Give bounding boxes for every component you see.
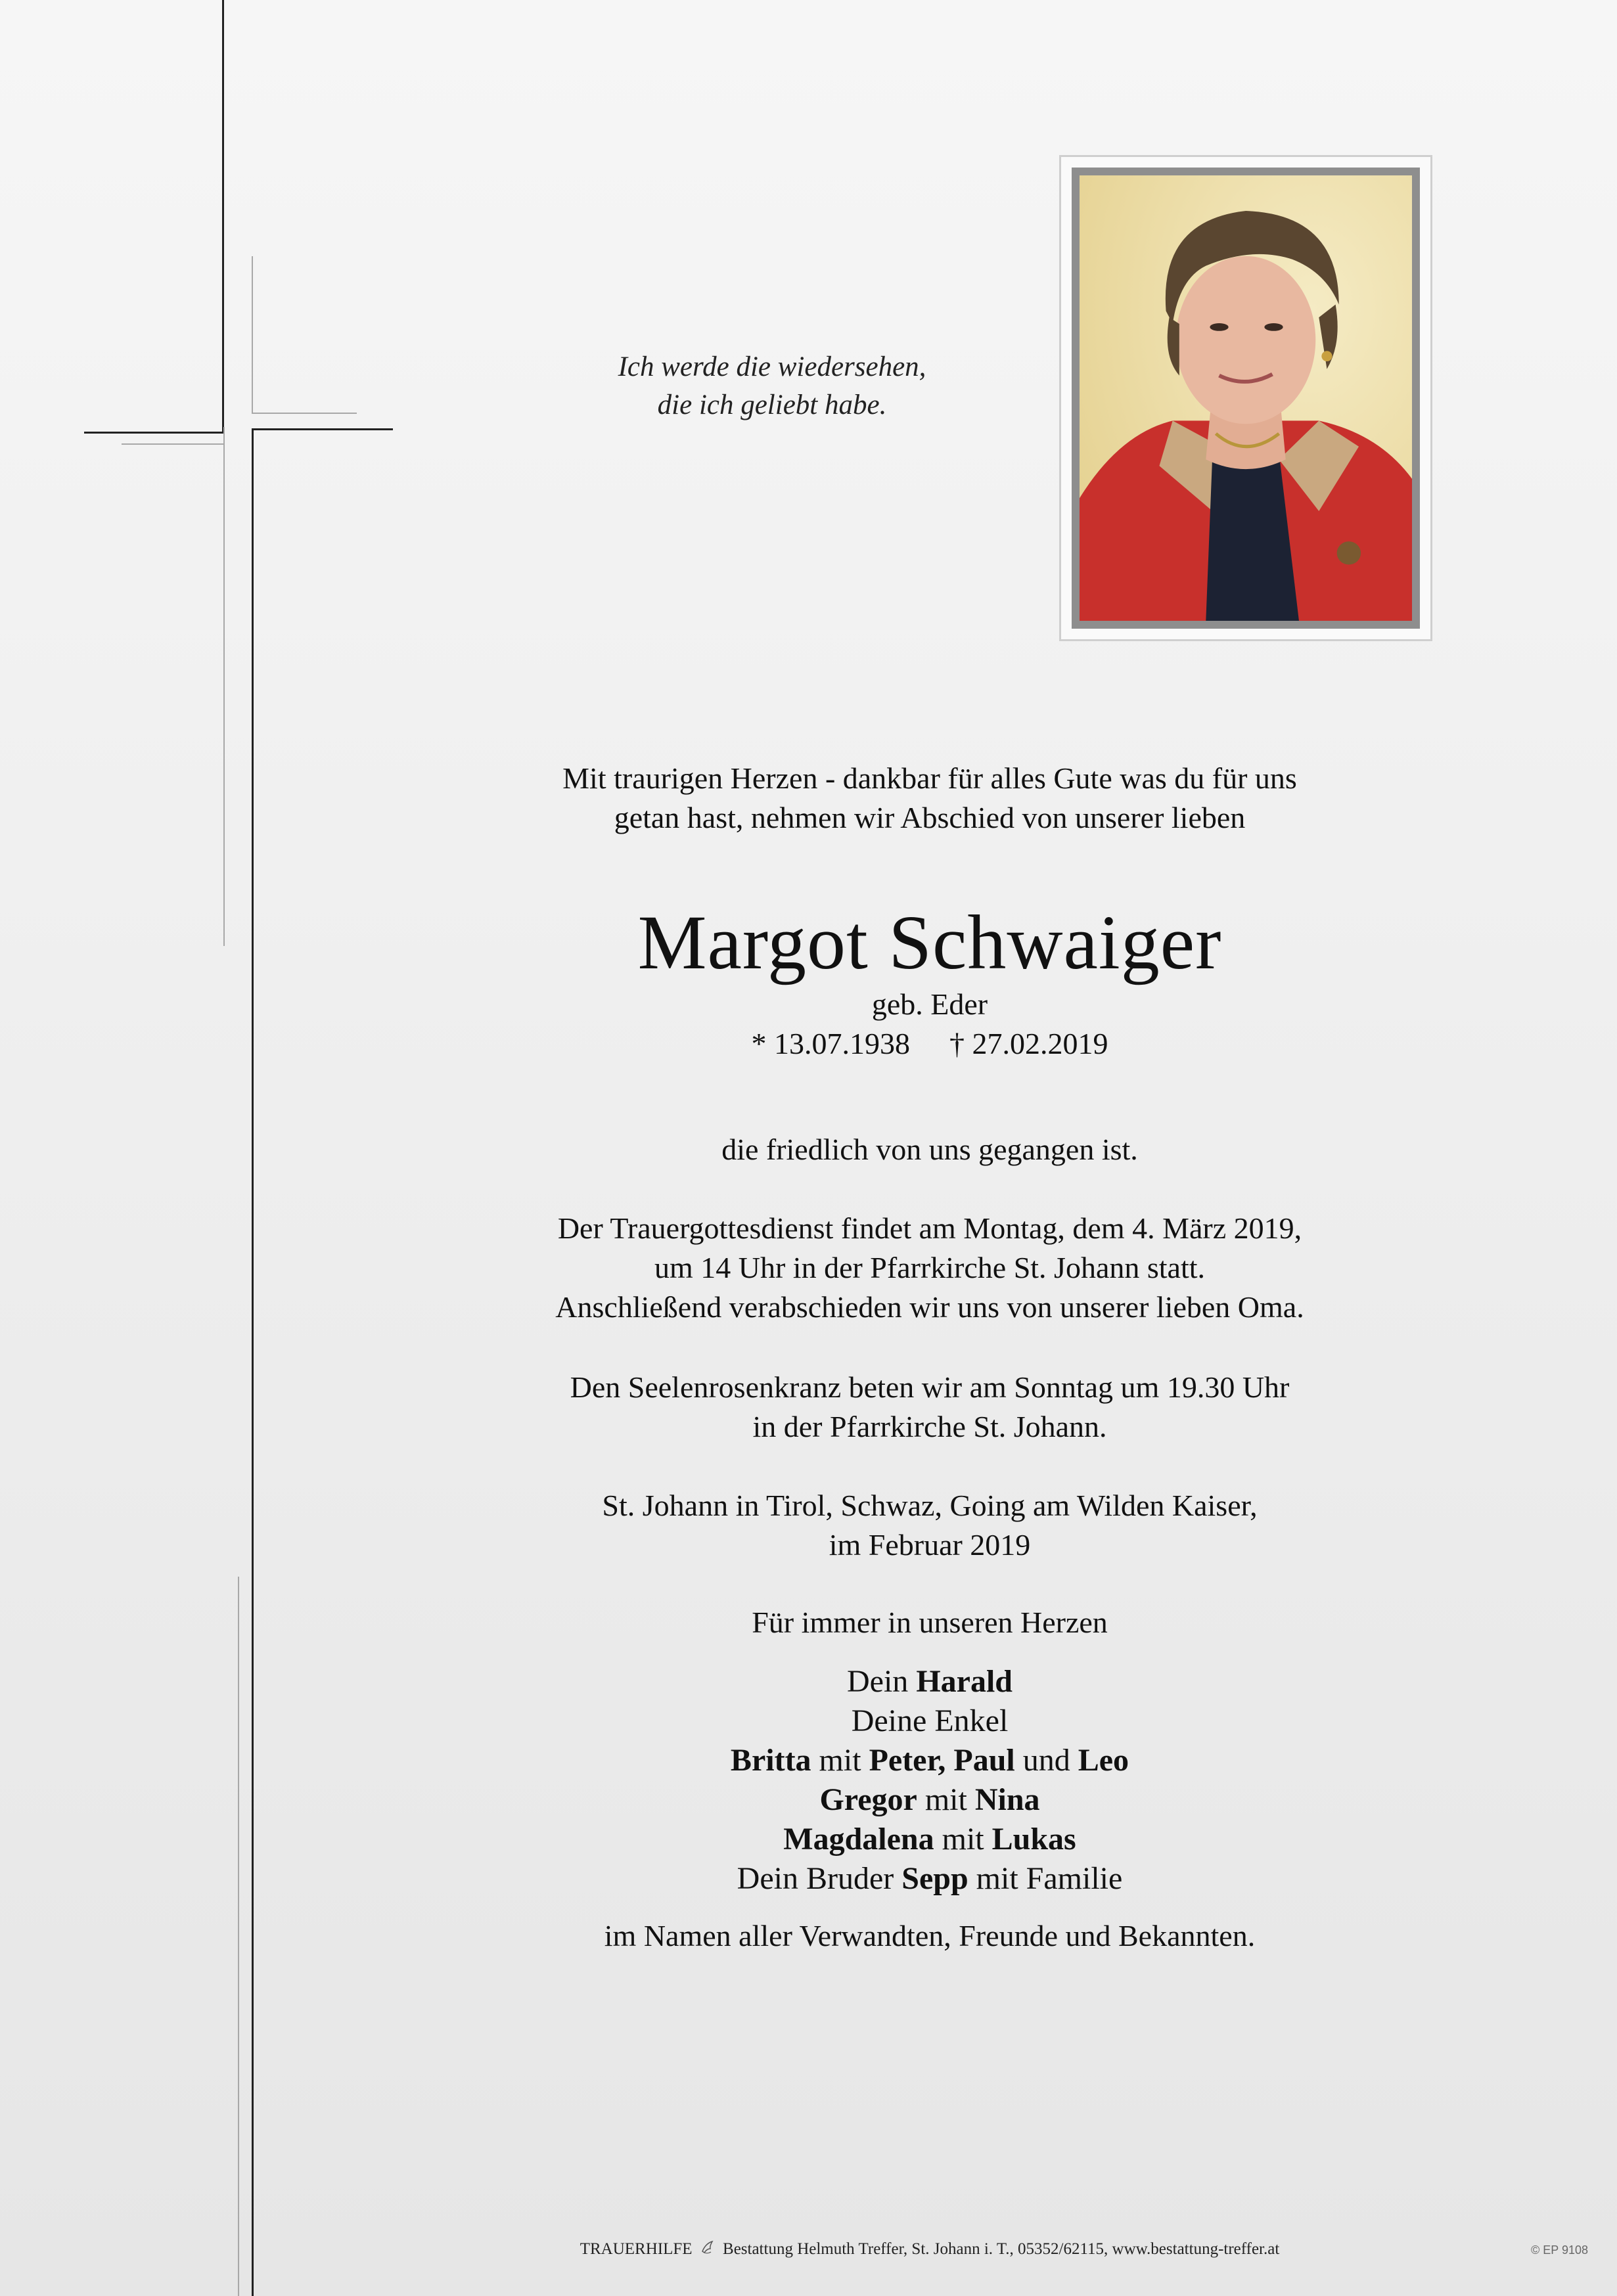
funeral-service-text: Der Trauergottesdienst findet am Montag, dem 4. März 2019, um 14 Uhr in der Pfarrkirche St. Johann statt. Anschließend verabschieden wir uns von unserer lieben Oma. <box>555 1211 1304 1324</box>
death-date: † 27.02.2019 <box>949 1027 1108 1060</box>
family-line: Dein Bruder Sepp mit Familie <box>737 1861 1123 1896</box>
family-line: Britta mit Peter, Paul und Leo <box>730 1743 1129 1778</box>
portrait-frame <box>1059 155 1432 641</box>
rosary-text: Den Seelenrosenkranz beten wir am Sonntag um 19.30 Uhr in der Pfarrkirche St. Johann. <box>570 1370 1290 1443</box>
family-list <box>427 1662 1432 1899</box>
family-line: Dein Harald <box>847 1664 1013 1699</box>
portrait-image <box>1080 175 1412 621</box>
quote-line-2: die ich geliebt habe. <box>657 390 887 420</box>
family-line: Deine Enkel <box>851 1703 1009 1738</box>
place-date-text: St. Johann in Tirol, Schwaz, Going am Wilden Kaiser, im Februar 2019 <box>602 1489 1258 1562</box>
intro-text: Mit traurigen Herzen - dankbar für alles Gute was du für uns getan hast, nehmen wir Abschied von unserer lieben <box>562 761 1297 834</box>
portrait-photo <box>1072 168 1420 629</box>
closing-text: im Namen aller Verwandten, Freunde und Bekannten. <box>604 1919 1256 1952</box>
epitaph-quote <box>526 348 1018 424</box>
deceased-name: Margot Schwaiger <box>637 899 1222 985</box>
passed-text: die friedlich von uns gegangen ist. <box>721 1133 1138 1166</box>
quote-line-1: Ich werde die wiedersehen, <box>618 351 926 382</box>
footer-text: Bestattung Helmuth Treffer, St. Johann i. T., 05352/62115, www.bestattung-treffer.at <box>723 2240 1280 2258</box>
life-dates <box>427 1025 1432 1063</box>
dove-logo-icon <box>700 2240 715 2257</box>
family-line: Magdalena mit Lukas <box>783 1822 1076 1857</box>
always-in-hearts-text: Für immer in unseren Herzen <box>752 1606 1108 1639</box>
footer <box>460 2240 1400 2259</box>
maiden-name: geb. Eder <box>871 987 988 1021</box>
footer-brand: TRAUERHILFE <box>580 2240 693 2258</box>
family-line: Gregor mit Nina <box>819 1782 1040 1817</box>
print-code: © EP 9108 <box>1531 2243 1588 2257</box>
birth-date: * 13.07.1938 <box>751 1027 910 1060</box>
